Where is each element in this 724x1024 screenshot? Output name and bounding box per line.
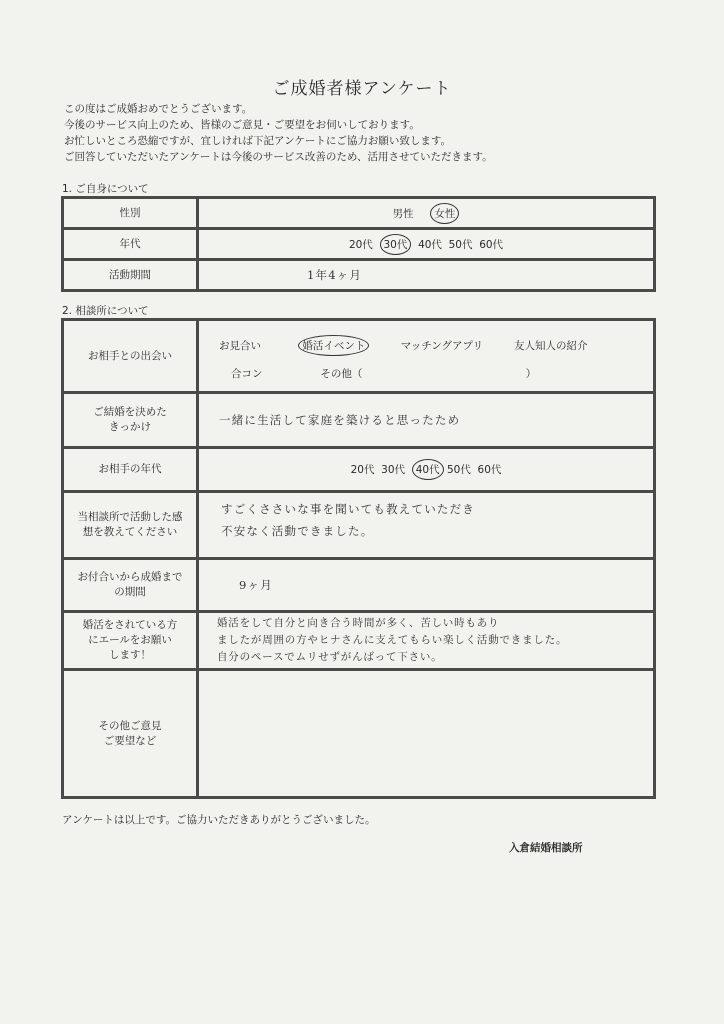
- period-row: [63, 260, 655, 291]
- period-field[interactable]: [198, 260, 655, 291]
- other-label-line: その他ご意見: [98, 719, 162, 732]
- option-goukon[interactable]: 合コン: [231, 368, 263, 380]
- partner-age-row: [63, 448, 655, 492]
- intro-text: [64, 101, 493, 165]
- cheer-label: [63, 612, 198, 670]
- duration-label-line: の期間: [114, 586, 146, 598]
- cheer-label-line: 婚活をされている方: [82, 619, 178, 631]
- option-60s[interactable]: 60代: [479, 238, 504, 251]
- option-30s-selected[interactable]: 30代: [380, 234, 412, 255]
- partner-age-label: お相手の年代: [63, 448, 198, 492]
- reason-label: [63, 393, 198, 448]
- cheer-line: 婚活をして自分と向き合う時間が多く、苦しい時もあり: [217, 617, 500, 629]
- intro-line: この度はご成婚おめでとうございます。: [64, 103, 253, 115]
- duration-field[interactable]: [198, 559, 655, 612]
- footer-text: アンケートは以上です。ご協力いただきありがとうございました。: [62, 814, 376, 826]
- duration-label: [63, 559, 198, 612]
- reason-label-line: きっかけ: [109, 421, 151, 433]
- gender-options[interactable]: [198, 198, 655, 229]
- meeting-label: お相手との出会い: [63, 320, 198, 393]
- option-50s[interactable]: 50代: [448, 238, 473, 251]
- option-male[interactable]: 男性: [392, 207, 414, 220]
- option-20s[interactable]: 20代: [350, 464, 375, 476]
- impression-value: [221, 498, 653, 542]
- intro-line: ご回答していただいたアンケートは今後のサービス改善のため、活用させていただきます。: [64, 151, 493, 163]
- cheer-value: [217, 615, 653, 666]
- cheer-row: [63, 612, 655, 670]
- reason-label-line: ご結婚を決めた: [93, 406, 167, 418]
- cheer-label-line: します！: [109, 649, 151, 661]
- option-20s[interactable]: 20代: [348, 238, 373, 251]
- cheer-line: 自分のペースでムリせずがんばって下さい。: [217, 651, 443, 663]
- section1-heading: 1. ご自身について: [62, 183, 149, 195]
- cheer-label-line: にエールをお願い: [88, 634, 172, 646]
- age-row: [63, 229, 655, 260]
- impression-label: [63, 492, 198, 559]
- impression-line: すごくささいな事を聞いても教えていただき: [221, 502, 475, 516]
- option-friend-intro[interactable]: 友人知人の紹介: [514, 340, 588, 352]
- option-40s[interactable]: 40代: [418, 238, 442, 251]
- option-other[interactable]: その他（: [320, 368, 363, 380]
- section2-heading: 2. 相談所について: [62, 305, 149, 317]
- option-50s[interactable]: 50代: [446, 464, 471, 476]
- duration-label-line: お付合いから成婚まで: [77, 571, 183, 583]
- reason-row: [63, 393, 655, 448]
- section1-table: [61, 196, 656, 292]
- age-options[interactable]: [198, 229, 655, 260]
- other-label: [63, 670, 198, 798]
- duration-row: [63, 559, 655, 612]
- other-row: [63, 670, 655, 798]
- gender-row: [63, 198, 655, 229]
- option-omiai[interactable]: お見合い: [219, 340, 261, 352]
- other-label-line: ご要望など: [103, 734, 157, 747]
- impression-row: [63, 492, 655, 559]
- option-40s-selected[interactable]: 40代: [412, 459, 444, 480]
- duration-value: 9ヶ月: [239, 578, 273, 592]
- period-label: 活動期間: [63, 260, 198, 291]
- impression-label-line: 当相談所で活動した感: [77, 511, 183, 523]
- period-value: 1年4ヶ月: [307, 268, 363, 282]
- age-label: 年代: [63, 229, 198, 260]
- cheer-field[interactable]: [198, 612, 655, 670]
- cheer-line: ましたが周囲の方やヒナさんに支えてもらい楽しく活動できました。: [217, 634, 568, 646]
- impression-label-line: 想を教えてください: [82, 526, 178, 538]
- reason-value: 一緒に生活して家庭を築けると思ったため: [219, 413, 461, 427]
- intro-line: お忙しいところ恐縮ですが、宜しければ下記アンケートにご協力お願い致します。: [64, 135, 452, 147]
- option-60s[interactable]: 60代: [477, 464, 502, 476]
- option-konkatsu-event-selected[interactable]: 婚活イベント: [298, 335, 369, 356]
- meeting-options[interactable]: [198, 320, 655, 393]
- partner-age-options[interactable]: [198, 448, 655, 492]
- section2-table: [61, 318, 656, 799]
- other-field[interactable]: [198, 670, 655, 798]
- option-30s[interactable]: 30代: [381, 464, 406, 476]
- option-female-selected[interactable]: 女性: [430, 203, 459, 224]
- gender-label: 性別: [63, 198, 198, 229]
- company-name: 入倉結婚相談所: [509, 842, 583, 854]
- reason-field[interactable]: [198, 393, 655, 448]
- page-title: ご成婚者様アンケート: [272, 79, 452, 99]
- option-other-close: ）: [525, 368, 537, 380]
- option-matching-app[interactable]: マッチングアプリ: [400, 340, 484, 352]
- intro-line: 今後のサービス向上のため、皆様のご意見・ご要望をお伺いしております。: [64, 119, 420, 131]
- impression-field[interactable]: [198, 492, 655, 559]
- meeting-row: [63, 320, 655, 393]
- impression-line: 不安なく活動できました。: [221, 524, 374, 538]
